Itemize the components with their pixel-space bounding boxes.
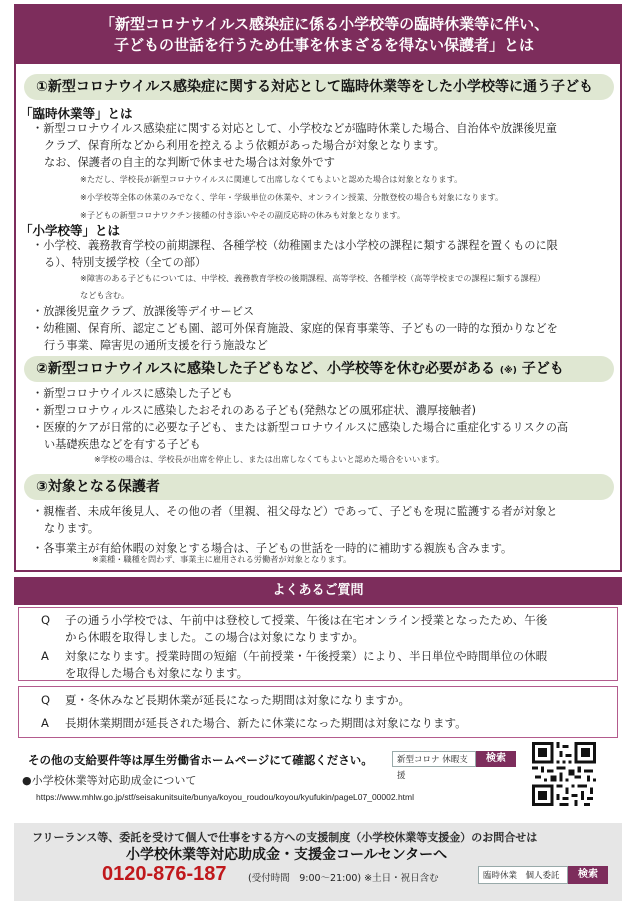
section3-line: ・各事業主が有給休暇の対象とする場合は、子どもの世話を一時的に補助する親族も含みます。 bbox=[32, 542, 513, 555]
school-note: なども含む。 bbox=[80, 290, 130, 300]
rinji-note: ※ただし、学校長が新型コロナウイルスに関連して出席しなくてもよいと認めた場合は対象となります。 bbox=[80, 174, 463, 184]
subsidy-url[interactable]: https://www.mhlw.go.jp/stf/seisakunitsuite/bunya/koyou_roudou/koyou/kyufukin/pageL07_00002.html bbox=[36, 792, 415, 802]
mhlw-search-input[interactable]: 新型コロナ 休暇支援 bbox=[392, 751, 476, 767]
page-title-line1: 「新型コロナウイルス感染症に係る小学校等の臨時休業等に伴い、 bbox=[100, 15, 550, 33]
section2-title-text: ②新型コロナウイルスに感染した子どもなど、小学校等を休む必要がある bbox=[36, 361, 496, 377]
section3-line: ・親権者、未成年後見人、その他の者（里親、祖父母など）であって、子どもを現に監護する者が対象と bbox=[32, 505, 558, 518]
rinji-line: ・新型コロナウイルス感染症に関する対応として、小学校などが臨時休業した場合、自治体や放課後児童 bbox=[32, 122, 557, 135]
section2-line: ・新型コロナウィルスに感染したおそれのある子ども(発熱などの風邪症状、濃厚接触者) bbox=[32, 404, 477, 417]
rinji-line: クラブ、保育所などから利用を控えるよう依頼があった場合が対象となります。 bbox=[44, 139, 445, 152]
faq-item-2 bbox=[18, 686, 618, 738]
other-info-text: その他の支給要件等は厚生労働省ホームページにて確認ください。 bbox=[28, 753, 373, 767]
faq-q-mark: Q bbox=[41, 613, 51, 627]
section3-note: ※業種・職種を問わず、事業主に雇用される労働者が対象となります。 bbox=[92, 554, 352, 564]
page-title-line2: 子どもの世話を行うため仕事を休まざるを得ない保護者」とは bbox=[114, 36, 535, 54]
rinji-body bbox=[32, 120, 557, 171]
rinji-notes bbox=[80, 172, 503, 222]
school-line: ・小学校、義務教育学校の前期課程、各種学校（幼稚園または小学校の課程に類する課程を置くものに限 bbox=[32, 239, 558, 252]
school-title: 「小学校等」とは bbox=[20, 223, 121, 238]
school-line: 行う事業、障害児の通所支援を行う施設など bbox=[44, 339, 268, 352]
faq-question-line: 子の通う小学校では、午前中は登校して授業、午後は在宅オンライン授業となったため、午後 bbox=[65, 613, 548, 627]
faq-answer-line: を取得した場合も対象になります。 bbox=[65, 666, 249, 680]
footer-line1: フリーランス等、委託を受けて個人で仕事をする方への支援制度（小学校休業等支援金）のお問合せは bbox=[32, 831, 538, 844]
school-notes bbox=[80, 270, 545, 304]
faq-header: よくあるご質問 bbox=[14, 577, 622, 605]
section2-line: い基礎疾患などを有する子ども bbox=[44, 438, 201, 451]
call-center-hours: (受付時間 9:00～21:00) ※土日・祝日含む bbox=[248, 873, 439, 884]
section2-line: ・医療的ケアが日常的に必要な子ども、または新型コロナウイルスに感染した場合に重症化するリスクの高 bbox=[32, 421, 569, 434]
faq-a-mark: A bbox=[41, 716, 49, 730]
callcenter-search-button[interactable]: 検索 bbox=[568, 866, 608, 884]
faq-question-line: から休暇を取得しました。この場合は対象になりますか。 bbox=[65, 630, 364, 644]
faq-question bbox=[65, 612, 547, 646]
page-title-banner bbox=[14, 4, 622, 64]
rinji-line: なお、保護者の自主的な判断で休ませた場合は対象外です bbox=[44, 156, 335, 169]
rinji-note: ※子どもの新型コロナワクチン接種の付き添いやその副反応時の休みも対象となります。 bbox=[80, 210, 406, 220]
faq-answer-line: 長期休業期間が延長された場合、新たに休業になった期間は対象になります。 bbox=[65, 716, 467, 730]
school-body bbox=[32, 237, 558, 271]
qr-code[interactable] bbox=[532, 742, 596, 806]
section2-title bbox=[24, 356, 614, 382]
faq-item-1 bbox=[18, 607, 618, 681]
call-center-phone[interactable]: 0120-876-187 bbox=[102, 863, 227, 885]
school-line: ・幼稚園、保育所、認定こども園、認可外保育施設、家庭的保育事業等、子どもの一時的な預かりなどを bbox=[32, 322, 558, 335]
section3-title: ③対象となる保護者 bbox=[24, 474, 614, 500]
faq-question-line: 夏・冬休みなど長期休業が延長になった期間は対象になりますか。 bbox=[65, 693, 410, 707]
mhlw-search-button[interactable]: 検索 bbox=[476, 751, 516, 767]
rinji-title: 「臨時休業等」とは bbox=[20, 106, 133, 121]
school-line: る）、特別支援学校（全ての部） bbox=[44, 256, 207, 269]
school-note: ※障害のある子どもについては、中学校、義務教育学校の後期課程、高等学校、各種学校（高等学校までの課程に類する課程） bbox=[80, 273, 546, 283]
section2-body bbox=[32, 385, 568, 453]
section2-note: ※学校の場合は、学校長が出席を停止し、または出席しなくてもよいと認めた場合をいいます。 bbox=[94, 454, 445, 464]
section2-line: ・新型コロナウイルスに感染した子ども bbox=[32, 387, 233, 400]
section1-title: ①新型コロナウイルス感染症に関する対応として臨時休業等をした小学校等に通う子ども bbox=[24, 74, 614, 100]
callcenter-search-input[interactable]: 臨時休業 個人委託 bbox=[478, 866, 568, 884]
school-body-2 bbox=[32, 303, 558, 354]
faq-a-mark: A bbox=[41, 649, 49, 663]
faq-q-mark: Q bbox=[41, 693, 51, 707]
section3-line: なります。 bbox=[44, 522, 100, 535]
faq-answer bbox=[65, 648, 547, 682]
rinji-note: ※小学校等全体の休業のみでなく、学年・学級単位の休業や、オンライン授業、分散登校の場合も対象になります。 bbox=[80, 192, 504, 202]
subsidy-link-label: ●小学校休業等対応助成金について bbox=[22, 774, 197, 787]
faq-answer-line: 対象になります。授業時間の短縮（午前授業・午後授業）により、半日単位や時間単位の休暇 bbox=[65, 649, 548, 663]
section3-body bbox=[32, 503, 557, 557]
footer-line2: 小学校休業等対応助成金・支援金コールセンターへ bbox=[126, 847, 448, 863]
section2-title-end: 子ども bbox=[521, 361, 564, 377]
school-line: ・放課後児童クラブ、放課後等デイサービス bbox=[32, 305, 255, 318]
section2-title-mark: (※) bbox=[499, 366, 517, 376]
